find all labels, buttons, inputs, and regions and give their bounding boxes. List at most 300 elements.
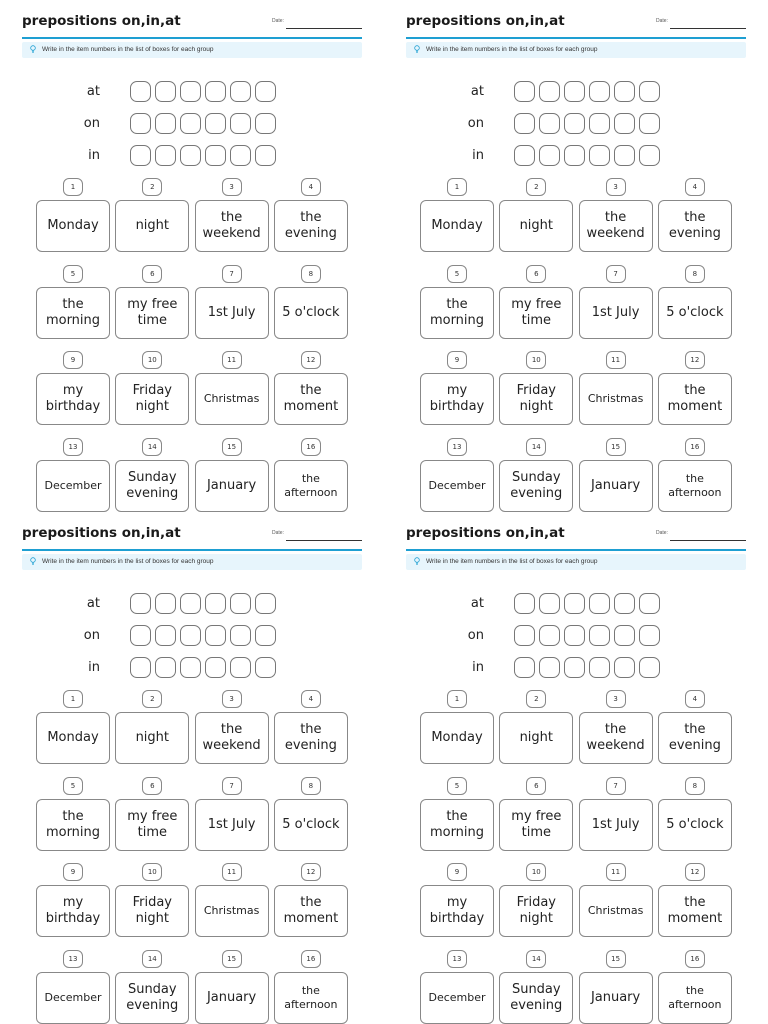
item-number-badge: 2 (526, 690, 546, 708)
item-phrase-card (195, 885, 269, 937)
item-number-badge: 16 (301, 438, 321, 456)
item-phrase: Monday (431, 730, 483, 745)
item-phrase-card (658, 972, 732, 1024)
answer-box[interactable] (539, 657, 560, 678)
answer-box[interactable] (539, 625, 560, 646)
item-phrase-card (115, 799, 189, 851)
lightbulb-icon (414, 45, 420, 53)
item-number-badge: 5 (63, 777, 83, 795)
item-number-badge: 13 (447, 950, 467, 968)
item-phrase: night (135, 730, 170, 745)
item-phrase-card (195, 712, 269, 764)
header-divider (22, 549, 362, 551)
lightbulb-icon (30, 45, 36, 53)
answer-box[interactable] (255, 657, 276, 678)
item-phrase-card (420, 287, 494, 339)
answer-box[interactable] (130, 81, 151, 102)
item-phrase: the moment (283, 895, 339, 926)
answer-box[interactable] (230, 145, 251, 166)
item-phrase-card (274, 460, 348, 512)
item-phrase: the morning (45, 808, 101, 840)
item-phrase: 5 o'clock (282, 304, 340, 320)
item-phrase-card (579, 373, 653, 425)
answer-box[interactable] (589, 113, 610, 134)
item-number-badge: 12 (685, 863, 705, 881)
item-phrase-card (274, 287, 348, 339)
preposition-row-in (88, 145, 256, 167)
answer-box[interactable] (255, 625, 276, 646)
answer-box[interactable] (539, 81, 560, 102)
item-number-badge: 15 (606, 950, 626, 968)
item-phrase-card (115, 460, 189, 512)
answer-box[interactable] (639, 113, 660, 134)
item-number-badge: 3 (222, 178, 242, 196)
item-phrase: December (44, 990, 102, 1004)
item-phrase: my birthday (429, 383, 485, 414)
item-phrase: Christmas (203, 392, 260, 405)
item-phrase: 5 o'clock (282, 816, 340, 832)
item-number-badge: 15 (606, 438, 626, 456)
answer-box[interactable] (180, 593, 201, 614)
header-divider (406, 549, 746, 551)
answer-box[interactable] (180, 81, 201, 102)
answer-box[interactable] (205, 657, 226, 678)
item-number-badge: 5 (447, 777, 467, 795)
item-phrase: 1st July (591, 816, 640, 832)
preposition-label: on (467, 628, 484, 643)
date-label: Date: (656, 18, 668, 24)
preposition-label: at (470, 596, 484, 611)
item-phrase-card (420, 200, 494, 252)
item-number-badge: 16 (685, 950, 705, 968)
item-number-badge: 16 (685, 438, 705, 456)
item-number-badge: 2 (142, 178, 162, 196)
item-number-badge: 8 (301, 265, 321, 283)
preposition-label: in (472, 660, 484, 675)
item-phrase-card (195, 799, 269, 851)
answer-box[interactable] (205, 145, 226, 166)
item-phrase-card (420, 972, 494, 1024)
item-number-badge: 15 (222, 438, 242, 456)
item-number-badge: 5 (63, 265, 83, 283)
item-phrase: the moment (283, 383, 339, 414)
answer-box[interactable] (614, 145, 635, 166)
item-phrase: Sunday evening (126, 469, 179, 501)
item-number-badge: 1 (447, 690, 467, 708)
item-number-badge: 9 (447, 863, 467, 881)
date-field-line[interactable] (286, 540, 362, 541)
item-phrase-card (499, 287, 573, 339)
item-phrase-card (195, 460, 269, 512)
item-phrase-card (499, 885, 573, 937)
item-phrase: the evening (284, 210, 337, 241)
item-number-badge: 14 (526, 438, 546, 456)
answer-box[interactable] (155, 593, 176, 614)
item-phrase: the weekend (586, 722, 645, 753)
answer-box[interactable] (539, 145, 560, 166)
date-field-line[interactable] (670, 540, 746, 541)
item-phrase: my free time (511, 296, 562, 328)
answer-box[interactable] (514, 113, 535, 134)
item-phrase: December (44, 478, 102, 492)
answer-box[interactable] (539, 113, 560, 134)
item-number-badge: 6 (526, 265, 546, 283)
date-label: Date: (656, 530, 668, 536)
item-phrase-card (115, 972, 189, 1024)
preposition-label: at (86, 596, 100, 611)
item-phrase: the moment (667, 895, 723, 926)
item-number-badge: 8 (685, 265, 705, 283)
answer-box[interactable] (614, 657, 635, 678)
item-number-badge: 14 (142, 438, 162, 456)
item-phrase-card (36, 460, 110, 512)
item-number-badge: 3 (222, 690, 242, 708)
item-phrase: Sunday evening (510, 981, 563, 1013)
lightbulb-icon (414, 557, 420, 565)
item-phrase-card (274, 799, 348, 851)
preposition-row-at (86, 81, 256, 103)
answer-box[interactable] (639, 625, 660, 646)
answer-box[interactable] (639, 81, 660, 102)
worksheet-title: prepositions on,in,at (22, 525, 181, 541)
answer-box[interactable] (130, 593, 151, 614)
item-phrase-card (499, 712, 573, 764)
item-phrase: my birthday (45, 383, 101, 414)
answer-box[interactable] (564, 113, 585, 134)
answer-box[interactable] (230, 657, 251, 678)
item-phrase: 1st July (207, 816, 256, 832)
item-number-badge: 10 (526, 863, 546, 881)
worksheet-title: prepositions on,in,at (406, 13, 565, 29)
item-phrase: my free time (127, 808, 178, 840)
item-phrase-card (579, 460, 653, 512)
preposition-row-in (472, 145, 640, 167)
item-phrase-card (195, 287, 269, 339)
item-phrase-card (115, 287, 189, 339)
worksheet-title: prepositions on,in,at (406, 525, 565, 541)
instruction-banner (22, 554, 362, 570)
item-number-badge: 12 (301, 351, 321, 369)
answer-box[interactable] (564, 657, 585, 678)
answer-box[interactable] (255, 145, 276, 166)
preposition-row-at (86, 593, 256, 615)
preposition-label: at (86, 84, 100, 99)
item-number-badge: 16 (301, 950, 321, 968)
item-phrase: the afternoon (668, 983, 722, 1011)
item-phrase: the morning (429, 296, 485, 328)
item-phrase-card (420, 460, 494, 512)
item-phrase-card (579, 287, 653, 339)
item-phrase: December (428, 990, 486, 1004)
item-phrase-card (658, 712, 732, 764)
item-phrase-card (658, 287, 732, 339)
item-number-badge: 2 (142, 690, 162, 708)
item-phrase: the morning (45, 296, 101, 328)
item-phrase-card (36, 287, 110, 339)
answer-box[interactable] (230, 113, 251, 134)
answer-box[interactable] (155, 81, 176, 102)
item-number-badge: 10 (526, 351, 546, 369)
item-phrase: Monday (47, 218, 99, 233)
answer-box[interactable] (155, 113, 176, 134)
item-phrase-card (36, 799, 110, 851)
answer-box[interactable] (514, 625, 535, 646)
instruction-text: Write in the item numbers in the list of boxes for each group (426, 558, 598, 565)
item-number-badge: 13 (63, 438, 83, 456)
item-number-badge: 15 (222, 950, 242, 968)
worksheet (406, 523, 746, 1023)
item-number-badge: 7 (606, 777, 626, 795)
item-phrase-card (36, 200, 110, 252)
answer-box[interactable] (589, 625, 610, 646)
item-phrase-card (274, 972, 348, 1024)
item-number-badge: 9 (447, 351, 467, 369)
item-phrase-card (115, 712, 189, 764)
item-phrase-card (499, 972, 573, 1024)
item-phrase: Friday night (132, 383, 172, 414)
item-phrase-card (579, 799, 653, 851)
lightbulb-icon (30, 557, 36, 565)
item-phrase: Monday (431, 218, 483, 233)
answer-box[interactable] (564, 625, 585, 646)
item-number-badge: 1 (447, 178, 467, 196)
item-phrase-card (36, 885, 110, 937)
answer-box[interactable] (514, 657, 535, 678)
item-phrase: Sunday evening (510, 469, 563, 501)
answer-box[interactable] (205, 113, 226, 134)
item-phrase: 1st July (591, 304, 640, 320)
answer-box[interactable] (639, 593, 660, 614)
item-number-badge: 7 (606, 265, 626, 283)
item-phrase-card (658, 373, 732, 425)
item-phrase: my birthday (429, 895, 485, 926)
item-phrase: my birthday (45, 895, 101, 926)
answer-box[interactable] (564, 81, 585, 102)
item-phrase-card (36, 712, 110, 764)
item-phrase: the moment (667, 383, 723, 414)
item-number-badge: 9 (63, 351, 83, 369)
item-number-badge: 10 (142, 351, 162, 369)
answer-box[interactable] (514, 81, 535, 102)
answer-box[interactable] (589, 81, 610, 102)
preposition-row-at (470, 593, 640, 615)
item-phrase: January (590, 477, 641, 493)
item-number-badge: 11 (606, 351, 626, 369)
instruction-text: Write in the item numbers in the list of boxes for each group (426, 46, 598, 53)
answer-box[interactable] (614, 113, 635, 134)
item-number-badge: 11 (222, 863, 242, 881)
worksheet-title: prepositions on,in,at (22, 13, 181, 29)
answer-box[interactable] (589, 145, 610, 166)
answer-box[interactable] (180, 113, 201, 134)
item-phrase-card (195, 972, 269, 1024)
item-number-badge: 1 (63, 690, 83, 708)
item-number-badge: 6 (142, 777, 162, 795)
answer-box[interactable] (255, 113, 276, 134)
preposition-label: on (83, 628, 100, 643)
answer-box[interactable] (564, 145, 585, 166)
item-number-badge: 4 (685, 178, 705, 196)
answer-box[interactable] (130, 625, 151, 646)
item-phrase: 5 o'clock (666, 304, 724, 320)
answer-box[interactable] (130, 113, 151, 134)
item-phrase-card (499, 460, 573, 512)
answer-box[interactable] (255, 81, 276, 102)
item-phrase: the weekend (586, 210, 645, 241)
item-phrase-card (274, 200, 348, 252)
item-number-badge: 13 (63, 950, 83, 968)
item-phrase-card (579, 200, 653, 252)
item-phrase-card (115, 373, 189, 425)
item-phrase-card (36, 972, 110, 1024)
item-phrase: my free time (127, 296, 178, 328)
preposition-label: in (88, 660, 100, 675)
answer-box[interactable] (205, 593, 226, 614)
item-phrase: the afternoon (284, 471, 338, 499)
item-phrase: Sunday evening (126, 981, 179, 1013)
worksheet (406, 11, 746, 511)
answer-box[interactable] (589, 657, 610, 678)
item-number-badge: 6 (526, 777, 546, 795)
answer-box[interactable] (614, 593, 635, 614)
item-number-badge: 9 (63, 863, 83, 881)
item-number-badge: 11 (222, 351, 242, 369)
answer-box[interactable] (514, 145, 535, 166)
item-number-badge: 6 (142, 265, 162, 283)
item-phrase: Friday night (132, 895, 172, 926)
item-number-badge: 7 (222, 265, 242, 283)
item-phrase: Friday night (516, 895, 556, 926)
answer-box[interactable] (130, 657, 151, 678)
worksheet (22, 523, 362, 1023)
answer-box[interactable] (230, 625, 251, 646)
item-number-badge: 4 (301, 178, 321, 196)
item-phrase: night (135, 218, 170, 233)
item-phrase-card (274, 373, 348, 425)
item-phrase: the morning (429, 808, 485, 840)
answer-box[interactable] (589, 593, 610, 614)
preposition-label: in (472, 148, 484, 163)
date-label: Date: (272, 530, 284, 536)
item-phrase: Christmas (587, 392, 644, 405)
item-phrase: Christmas (587, 904, 644, 917)
item-phrase-card (420, 799, 494, 851)
item-phrase-card (420, 712, 494, 764)
answer-box[interactable] (180, 625, 201, 646)
item-number-badge: 14 (526, 950, 546, 968)
header-divider (22, 37, 362, 39)
preposition-row-on (83, 625, 256, 647)
item-phrase: Christmas (203, 904, 260, 917)
worksheet (22, 11, 362, 511)
preposition-label: on (467, 116, 484, 131)
item-number-badge: 12 (685, 351, 705, 369)
answer-box[interactable] (130, 145, 151, 166)
answer-box[interactable] (230, 593, 251, 614)
answer-box[interactable] (155, 657, 176, 678)
answer-box[interactable] (614, 81, 635, 102)
item-phrase-card (274, 712, 348, 764)
item-phrase-card (195, 373, 269, 425)
item-phrase: the weekend (202, 210, 261, 241)
answer-box[interactable] (155, 625, 176, 646)
item-number-badge: 8 (685, 777, 705, 795)
preposition-row-at (470, 81, 640, 103)
answer-box[interactable] (180, 657, 201, 678)
answer-box[interactable] (564, 593, 585, 614)
item-phrase: the afternoon (284, 983, 338, 1011)
date-label: Date: (272, 18, 284, 24)
answer-box[interactable] (539, 593, 560, 614)
item-phrase-card (115, 885, 189, 937)
item-number-badge: 14 (142, 950, 162, 968)
instruction-text: Write in the item numbers in the list of boxes for each group (42, 558, 214, 565)
instruction-banner (22, 42, 362, 58)
item-phrase-card (658, 799, 732, 851)
answer-box[interactable] (639, 657, 660, 678)
answer-box[interactable] (614, 625, 635, 646)
item-phrase: 5 o'clock (666, 816, 724, 832)
item-phrase: Monday (47, 730, 99, 745)
item-number-badge: 1 (63, 178, 83, 196)
item-phrase-card (499, 373, 573, 425)
item-phrase: Friday night (516, 383, 556, 414)
item-number-badge: 4 (685, 690, 705, 708)
item-phrase-card (579, 885, 653, 937)
item-number-badge: 3 (606, 690, 626, 708)
instruction-banner (406, 554, 746, 570)
header-divider (406, 37, 746, 39)
item-phrase: my free time (511, 808, 562, 840)
item-number-badge: 12 (301, 863, 321, 881)
preposition-row-on (83, 113, 256, 135)
item-phrase: 1st July (207, 304, 256, 320)
item-number-badge: 13 (447, 438, 467, 456)
preposition-row-in (472, 657, 640, 679)
item-phrase-card (195, 200, 269, 252)
answer-box[interactable] (155, 145, 176, 166)
item-phrase: the afternoon (668, 471, 722, 499)
instruction-text: Write in the item numbers in the list of boxes for each group (42, 46, 214, 53)
preposition-label: on (83, 116, 100, 131)
preposition-label: in (88, 148, 100, 163)
answer-box[interactable] (180, 145, 201, 166)
item-phrase-card (420, 885, 494, 937)
item-phrase-card (658, 885, 732, 937)
answer-box[interactable] (205, 625, 226, 646)
preposition-label: at (470, 84, 484, 99)
preposition-row-on (467, 113, 640, 135)
item-phrase-card (499, 799, 573, 851)
item-phrase: the evening (284, 722, 337, 753)
item-phrase-card (274, 885, 348, 937)
item-phrase-card (658, 200, 732, 252)
date-field-line[interactable] (286, 28, 362, 29)
answer-box[interactable] (514, 593, 535, 614)
date-field-line[interactable] (670, 28, 746, 29)
item-number-badge: 5 (447, 265, 467, 283)
answer-box[interactable] (205, 81, 226, 102)
answer-box[interactable] (639, 145, 660, 166)
answer-box[interactable] (255, 593, 276, 614)
preposition-row-on (467, 625, 640, 647)
item-phrase: January (590, 989, 641, 1005)
item-phrase: night (519, 218, 554, 233)
item-phrase: night (519, 730, 554, 745)
item-number-badge: 11 (606, 863, 626, 881)
answer-box[interactable] (230, 81, 251, 102)
item-number-badge: 7 (222, 777, 242, 795)
